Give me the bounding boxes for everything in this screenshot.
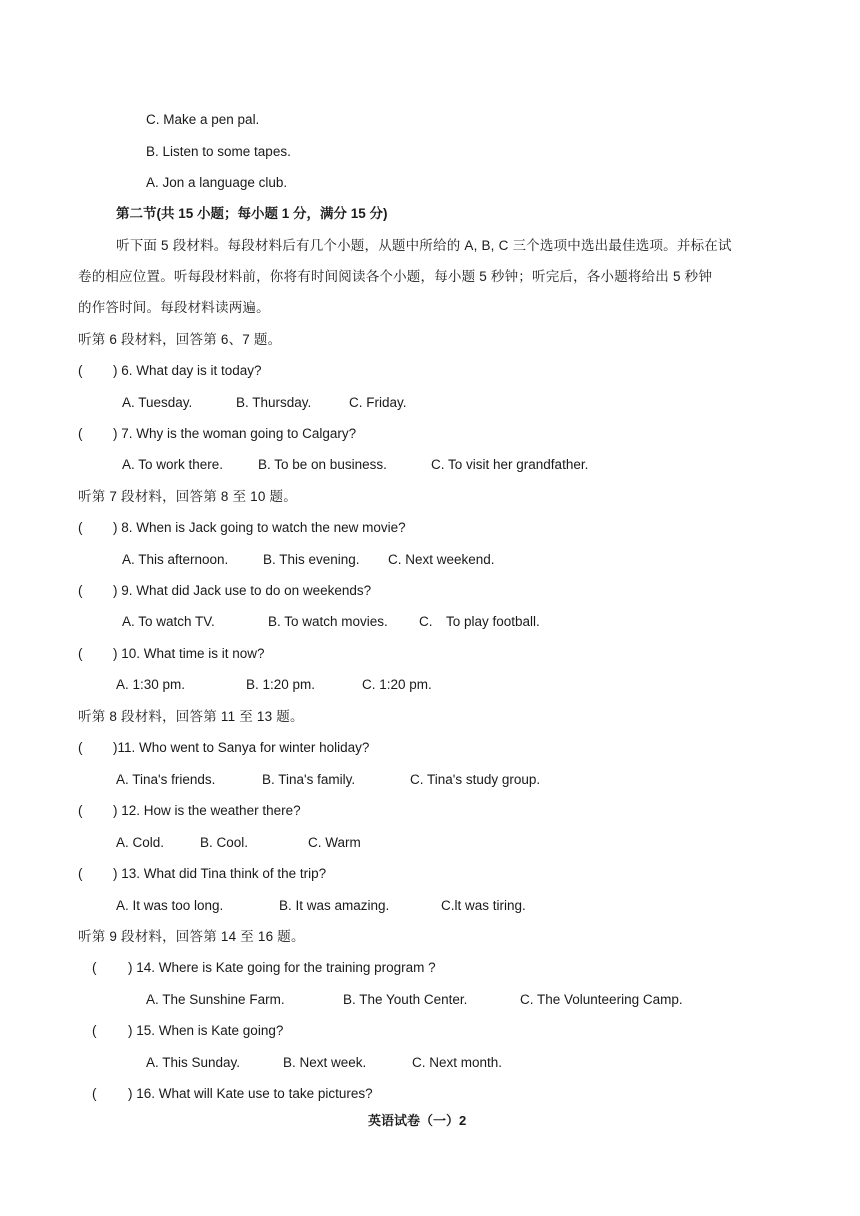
q13-option-a: A. It was too long. bbox=[116, 898, 224, 913]
q11-option-a: A. Tina's friends. bbox=[116, 772, 216, 787]
q10-option-b: B. 1:20 pm. bbox=[246, 677, 316, 692]
question-15: ) 15. When is Kate going? bbox=[128, 1023, 284, 1038]
q9-option-b: B. To watch movies. bbox=[268, 614, 388, 629]
q6-option-b: B. Thursday. bbox=[236, 395, 312, 410]
option-c-make-pen-pal: C. Make a pen pal. bbox=[146, 112, 260, 127]
q14-option-a: A. The Sunshine Farm. bbox=[146, 992, 285, 1007]
question-11: )11. Who went to Sanya for winter holiday? bbox=[113, 740, 370, 755]
question-16: ) 16. What will Kate use to take pictures? bbox=[128, 1086, 373, 1101]
material-7-heading: 听第 7 段材料，回答第 8 至 10 题。 bbox=[78, 489, 297, 504]
q7-option-c: C. To visit her grandfather. bbox=[431, 457, 589, 472]
instruction-line-3: 的作答时间。每段材料读两遍。 bbox=[78, 300, 270, 315]
q11-option-b: B. Tina's family. bbox=[262, 772, 356, 787]
q6-option-a: A. Tuesday. bbox=[122, 395, 193, 410]
question-10: ) 10. What time is it now? bbox=[113, 646, 265, 661]
question-14: ) 14. Where is Kate going for the training program ? bbox=[128, 960, 436, 975]
q6-option-c: C. Friday. bbox=[349, 395, 407, 410]
question-8: ) 8. When is Jack going to watch the new movie? bbox=[113, 520, 406, 535]
q8-option-b: B. This evening. bbox=[263, 552, 360, 567]
answer-blank-q15[interactable]: ( bbox=[92, 1023, 97, 1038]
instruction-line-1: 听下面 5 段材料。每段材料后有几个小题，从题中所给的 A, B, C 三个选项中选出最佳选项。并标在试 bbox=[116, 238, 732, 253]
answer-blank-q10[interactable]: ( bbox=[78, 646, 83, 661]
answer-blank-q11[interactable]: ( bbox=[78, 740, 83, 755]
q10-option-a: A. 1:30 pm. bbox=[116, 677, 186, 692]
q13-option-c: C.lt was tiring. bbox=[441, 898, 526, 913]
q9-option-c-label: C. bbox=[419, 614, 433, 629]
q13-option-b: B. It was amazing. bbox=[279, 898, 390, 913]
q7-option-a: A. To work there. bbox=[122, 457, 224, 472]
question-9: ) 9. What did Jack use to do on weekends? bbox=[113, 583, 372, 598]
q8-option-c: C. Next weekend. bbox=[388, 552, 495, 567]
material-8-heading: 听第 8 段材料，回答第 11 至 13 题。 bbox=[78, 709, 304, 724]
instruction-line-2: 卷的相应位置。听每段材料前，你将有时间阅读各个小题，每小题 5 秒钟；听完后，各小题将给出 5 秒钟 bbox=[78, 269, 713, 284]
question-12: ) 12. How is the weather there? bbox=[113, 803, 301, 818]
answer-blank-q16[interactable]: ( bbox=[92, 1086, 97, 1101]
option-b-listen-tapes: B. Listen to some tapes. bbox=[146, 144, 291, 159]
answer-blank-q6[interactable]: ( bbox=[78, 363, 83, 378]
question-13: ) 13. What did Tina think of the trip? bbox=[113, 866, 327, 881]
q15-option-c: C. Next month. bbox=[412, 1055, 503, 1070]
q8-option-a: A. This afternoon. bbox=[122, 552, 229, 567]
q9-option-c-text: To play football. bbox=[446, 614, 540, 629]
q12-option-a: A. Cold. bbox=[116, 835, 165, 850]
q14-option-c: C. The Volunteering Camp. bbox=[520, 992, 683, 1007]
section-title: 第二节(共 15 小题；每小题 1 分，满分 15 分) bbox=[116, 206, 388, 221]
answer-blank-q13[interactable]: ( bbox=[78, 866, 83, 881]
question-7: ) 7. Why is the woman going to Calgary? bbox=[113, 426, 357, 441]
answer-blank-q14[interactable]: ( bbox=[92, 960, 97, 975]
q14-option-b: B. The Youth Center. bbox=[343, 992, 468, 1007]
material-6-heading: 听第 6 段材料，回答第 6、7 题。 bbox=[78, 332, 282, 347]
q15-option-a: A. This Sunday. bbox=[146, 1055, 241, 1070]
q9-option-a: A. To watch TV. bbox=[122, 614, 215, 629]
q10-option-c: C. 1:20 pm. bbox=[362, 677, 432, 692]
answer-blank-q12[interactable]: ( bbox=[78, 803, 83, 818]
q12-option-c: C. Warm bbox=[308, 835, 361, 850]
material-9-heading: 听第 9 段材料，回答第 14 至 16 题。 bbox=[78, 929, 305, 944]
option-a-join-club: A. Jon a language club. bbox=[146, 175, 288, 190]
q12-option-b: B. Cool. bbox=[200, 835, 249, 850]
answer-blank-q9[interactable]: ( bbox=[78, 583, 83, 598]
page-footer: 英语试卷（一）2 bbox=[368, 1113, 467, 1128]
answer-blank-q8[interactable]: ( bbox=[78, 520, 83, 535]
q11-option-c: C. Tina's study group. bbox=[410, 772, 541, 787]
q7-option-b: B. To be on business. bbox=[258, 457, 387, 472]
answer-blank-q7[interactable]: ( bbox=[78, 426, 83, 441]
question-6: ) 6. What day is it today? bbox=[113, 363, 262, 378]
q15-option-b: B. Next week. bbox=[283, 1055, 367, 1070]
